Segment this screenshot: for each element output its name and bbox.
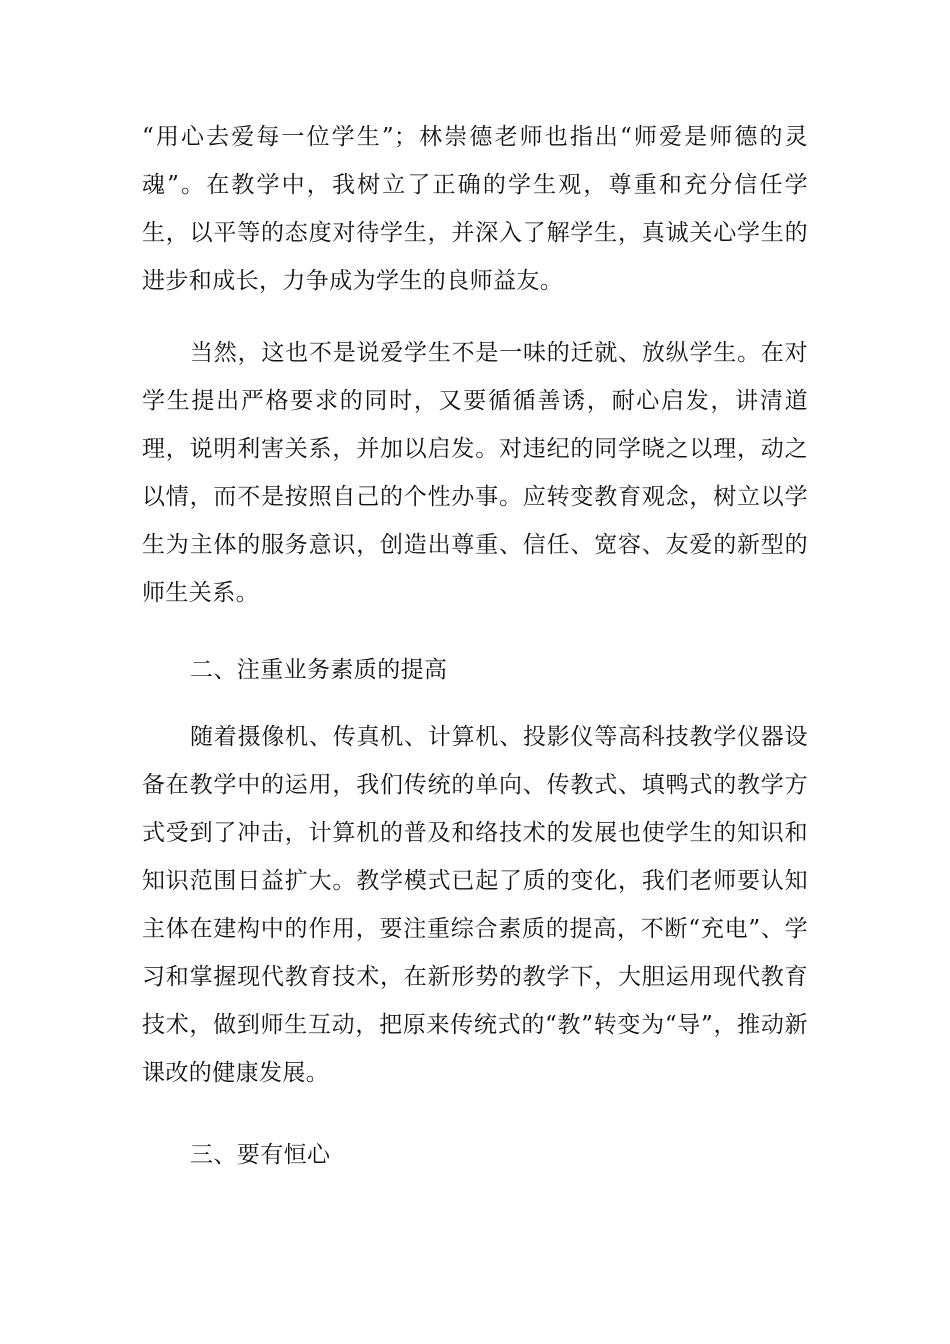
paragraph-continued: “用心去爱每一位学生”；林崇德老师也指出“师爱是师德的灵魂”。在教学中，我树立了正确的学生观，尊重和充分信任学生，以平等的态度对待学生，并深入了解学生，真诚关心学生的进步和成长，力争成为学生的良师益友。	[142, 124, 808, 294]
section-heading-3: 三、要有恒心	[190, 1142, 331, 1168]
paragraph-professional-quality: 随着摄像机、传真机、计算机、投影仪等高科技教学仪器设备在教学中的运用，我们传统的单向、传教式、填鸭式的教学方式受到了冲击，计算机的普及和络技术的发展也使学生的知识和知识范围日益扩大。教学模式已起了质的变化，我们老师要认知主体在建构中的作用，要注重综合素质的提高，不断“充电”、学习和掌握现代教育技术，在新形势的教学下，大胆运用现代教育技术，做到师生互动，把原来传统式的“教”转变为“导”，推动新课改的健康发展。	[142, 724, 808, 1086]
paragraph-student-relations: 当然，这也不是说爱学生不是一味的迁就、放纵学生。在对学生提出严格要求的同时，又要循循善诱，耐心启发，讲清道理，说明利害关系，并加以启发。对违纪的同学晓之以理，动之以情，而不是按照自己的个性办事。应转变教育观念，树立以学生为主体的服务意识，创造出尊重、信任、宽容、友爱的新型的师生关系。	[142, 340, 808, 606]
section-heading-2: 二、注重业务素质的提高	[190, 657, 448, 683]
